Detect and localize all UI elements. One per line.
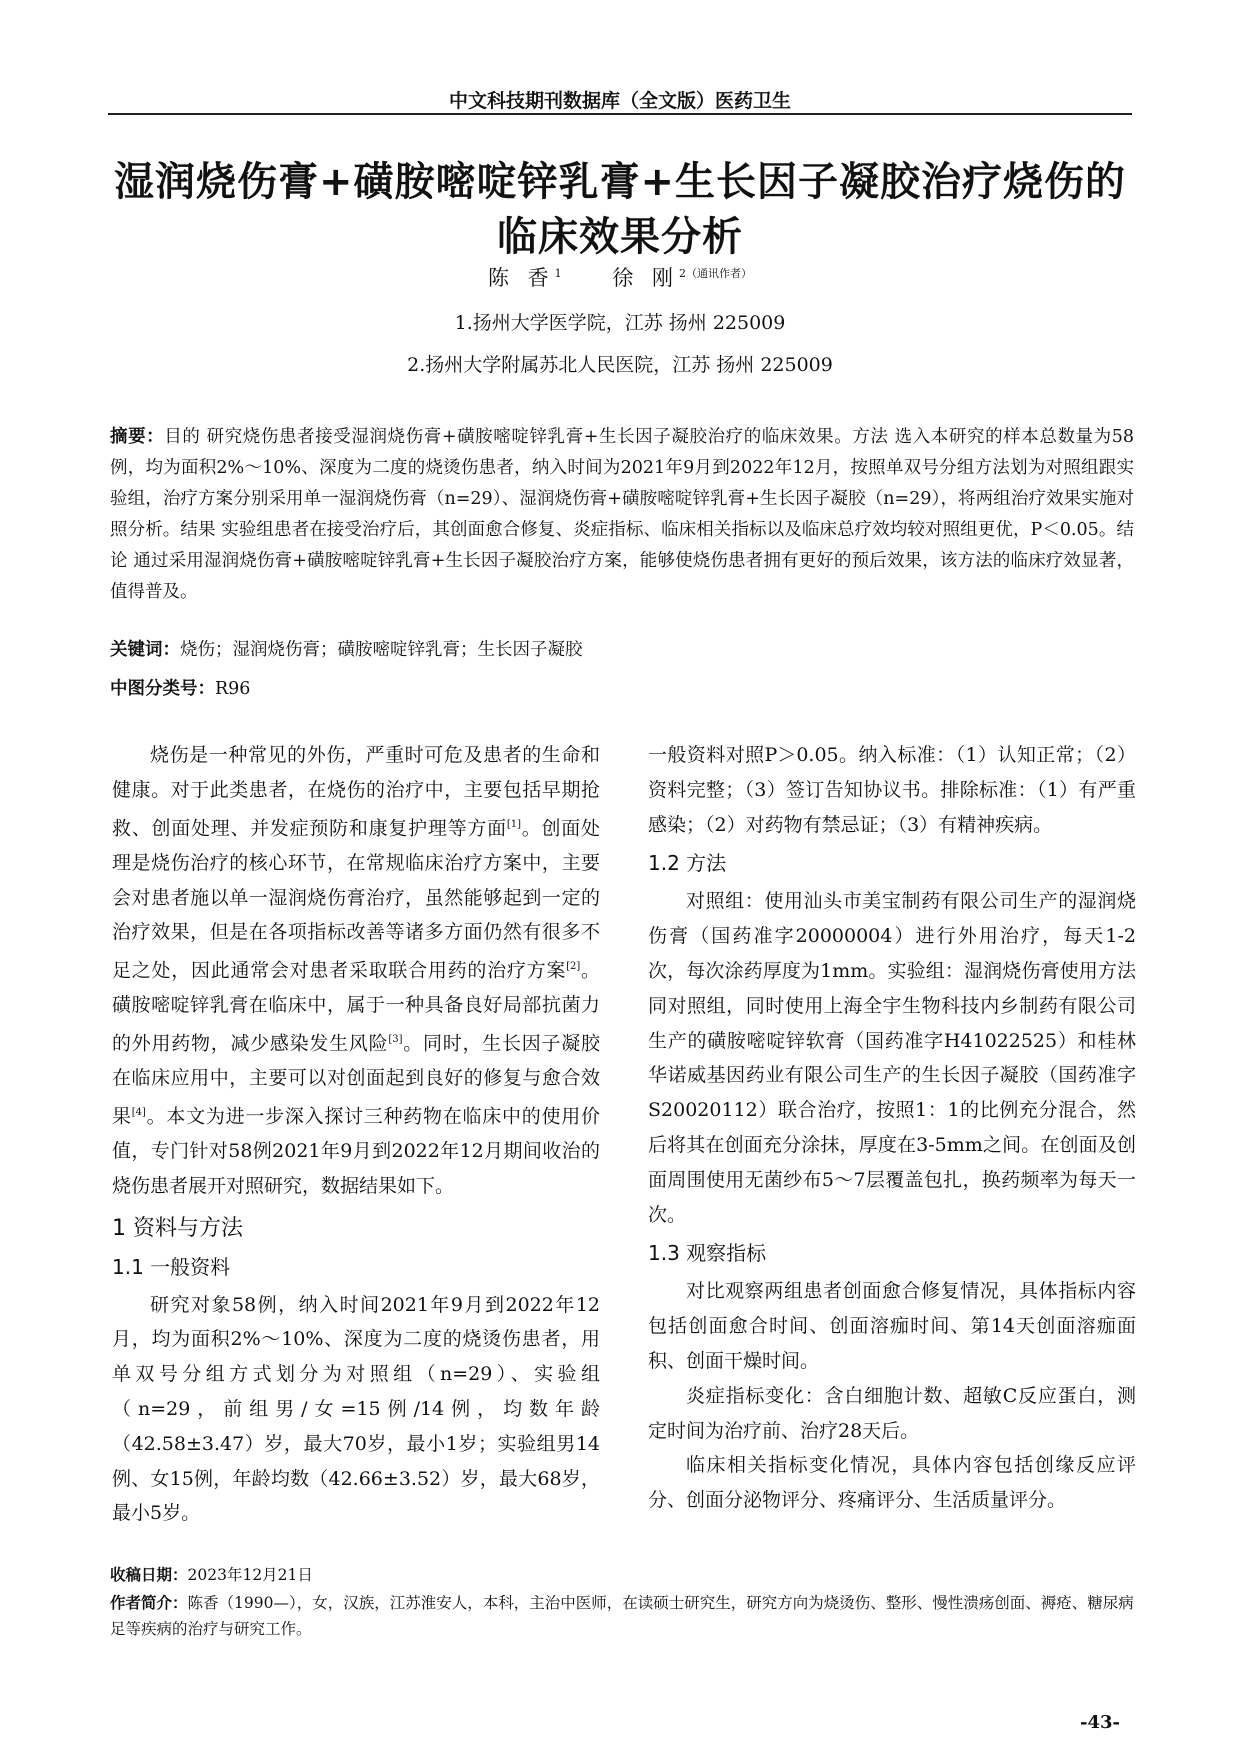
- subsection-heading-1-1: 1.1 一般资料: [112, 1254, 231, 1279]
- bio-text: 陈香（1990—），女，汉族，江苏淮安人，本科，主治中医师，在读硕士研究生，研究方向为烧烫伤、整形、慢性溃疡创面、褥疮、糖尿病足等疾病的治疗与研究工作。: [110, 1594, 1134, 1638]
- method-paragraph: 对照组：使用汕头市美宝制药有限公司生产的湿润烧伤膏（国药准字20000004）进行外用治疗，每天1-2次，每次涂药厚度为1mm。实验组：湿润烧伤膏使用方法同对照组，同时使用上海全宇生物科技内乡制药有限公司生产的磺胺嘧啶锌软膏（国药准字H41022525）和桂林华诺威基因药业有限公司生产的生长因子凝胶（国药准字S20020112）联合治疗，按照1：1的比例充分混合，然后将其在创面充分涂抹，厚度在3-5mm之间。在创面及创面周围使用无菌纱布5～7层覆盖包扎，换药频率为每天一次。: [648, 890, 1136, 1226]
- keywords: [110, 636, 1134, 661]
- general-data-continued: 一般资料对照P＞0.05。纳入标准：（1）认知正常；（2）资料完整；（3）签订告知协议书。排除标准：（1）有严重感染；（2）对药物有禁忌证；（3）有精神疾病。: [648, 744, 1136, 836]
- citation-3: [3]: [388, 1034, 403, 1046]
- clc-text: R96: [215, 679, 251, 699]
- page-number: -43-: [1080, 1712, 1120, 1733]
- section-heading-1: 1 资料与方法: [112, 1215, 243, 1241]
- author-1-sup: 1: [554, 267, 562, 280]
- abstract-text: 目的 研究烧伤患者接受湿润烧伤膏+磺胺嘧啶锌乳膏+生长因子凝胶治疗的临床效果。方法 选入本研究的样本总数量为58例，均为面积2%～10%、深度为二度的烧烫伤患者，纳入时间为2021年9月到2022年12月，按照单双号分组方法划为对照组跟实验组，治疗方案分别采用单一湿润烧伤膏（n=29）、湿润烧伤膏+磺胺嘧啶锌乳膏+生长因子凝胶（n=29），将两组治疗效果实施对照分析。结果 实验组患者在接受治疗后，其创面愈合修复、炎症指标、临床相关指标以及临床总疗效均较对照组更优，P＜0.05。结论 通过采用湿润烧伤膏+磺胺嘧啶锌乳膏+生长因子凝胶治疗方案，能够使烧伤患者拥有更好的预后效果，该方法的临床疗效显著，值得普及。: [110, 427, 1135, 602]
- author-2: 徐 刚: [612, 266, 680, 290]
- bio-label: 作者简介：: [110, 1593, 188, 1612]
- article-title-line1: 湿润烧伤膏+磺胺嘧啶锌乳膏+生长因子凝胶治疗烧伤的: [113, 159, 1127, 205]
- author-bio: [110, 1590, 1134, 1642]
- abstract: [110, 422, 1134, 608]
- affiliation-2: 2.扬州大学附属苏北人民医院，江苏 扬州 225009: [407, 354, 833, 376]
- observation-paragraph-2: 炎症指标变化：含白细胞计数、超敏C反应蛋白，测定时间为治疗前、治疗28天后。: [648, 1384, 1136, 1442]
- received-date: [110, 1562, 1134, 1588]
- keywords-label: 关键词：: [110, 640, 180, 660]
- received-label: 收稿日期：: [110, 1565, 188, 1584]
- intro-text-4: 。同时，生长因子凝胶在临床应用中，主要可以对创面起到良好的修复与愈合效果: [112, 1032, 600, 1128]
- journal-header: 中文科技期刊数据库（全文版）医药卫生: [448, 90, 791, 112]
- left-column: [112, 738, 600, 1531]
- affiliation-1: 1.扬州大学医学院，江苏 扬州 225009: [454, 312, 786, 334]
- intro-text-1: 烧伤是一种常见的外伤，严重时可危及患者的生命和健康。对于此类患者，在烧伤的治疗中，主要包括早期抢救、创面处理、并发症预防和康复护理等方面: [112, 744, 600, 839]
- abstract-label: 摘要：: [110, 427, 165, 447]
- clc-label: 中图分类号：: [110, 679, 215, 699]
- intro-text-2: 。创面处理是烧伤治疗的核心环节，在常规临床治疗方案中，主要会对患者施以单一湿润烧伤膏治疗，虽然能够起到一定的治疗效果，但是在各项指标改善等诸多方面仍然有很多不足之处，因此通常会对患者采取联合用药的治疗方案: [112, 816, 600, 982]
- subsection-heading-1-2: 1.2 方法: [648, 851, 727, 876]
- author-line: [0, 262, 1240, 292]
- intro-paragraph: [112, 738, 600, 1204]
- keywords-text: 烧伤；湿润烧伤膏；磺胺嘧啶锌乳膏；生长因子凝胶: [180, 640, 583, 660]
- observation-paragraph-3: 临床相关指标变化情况，具体内容包括创缘反应评分、创面分泌物评分、疼痛评分、生活质量评分。: [648, 1454, 1136, 1512]
- right-column: [648, 738, 1136, 1518]
- subsection-heading-1-3: 1.3 观察指标: [648, 1241, 767, 1266]
- citation-1: [1]: [506, 818, 522, 830]
- observation-paragraph-1: 对比观察两组患者创面愈合修复情况，具体指标内容包括创面愈合时间、创面溶痂时间、第14天创面溶痂面积、创面干燥时间。: [648, 1280, 1136, 1372]
- author-1: 陈 香: [487, 266, 555, 290]
- intro-text-3: 。磺胺嘧啶锌乳膏在临床中，属于一种具备良好局部抗菌力的外用药物，减少感染发生风险: [112, 959, 600, 1055]
- intro-text-5: 。本文为进一步深入探讨三种药物在临床中的使用价值，专门针对58例2021年9月到2022年12月期间收治的烧伤患者展开对照研究，数据结果如下。: [112, 1105, 600, 1197]
- classification: [110, 675, 1134, 700]
- citation-4: [4]: [131, 1106, 146, 1118]
- article-title-line2: 临床效果分析: [497, 214, 743, 260]
- header-rule: [108, 113, 1132, 115]
- citation-2: [2]: [566, 961, 581, 973]
- author-2-sup: 2（通讯作者）: [679, 267, 753, 280]
- received-value: 2023年12月21日: [187, 1566, 313, 1584]
- general-data-paragraph: 研究对象58例，纳入时间2021年9月到2022年12月，均为面积2%～10%、深度为二度的烧烫伤患者，用单双号分组方式划分为对照组（n=29）、实验组（n=29，前组男/女=15例/14例，均数年龄（42.58±3.47）岁，最大70岁，最小1岁；实验组男14例、女15例，年龄均数（42.66±3.52）岁，最大68岁，最小5岁。: [112, 1293, 600, 1525]
